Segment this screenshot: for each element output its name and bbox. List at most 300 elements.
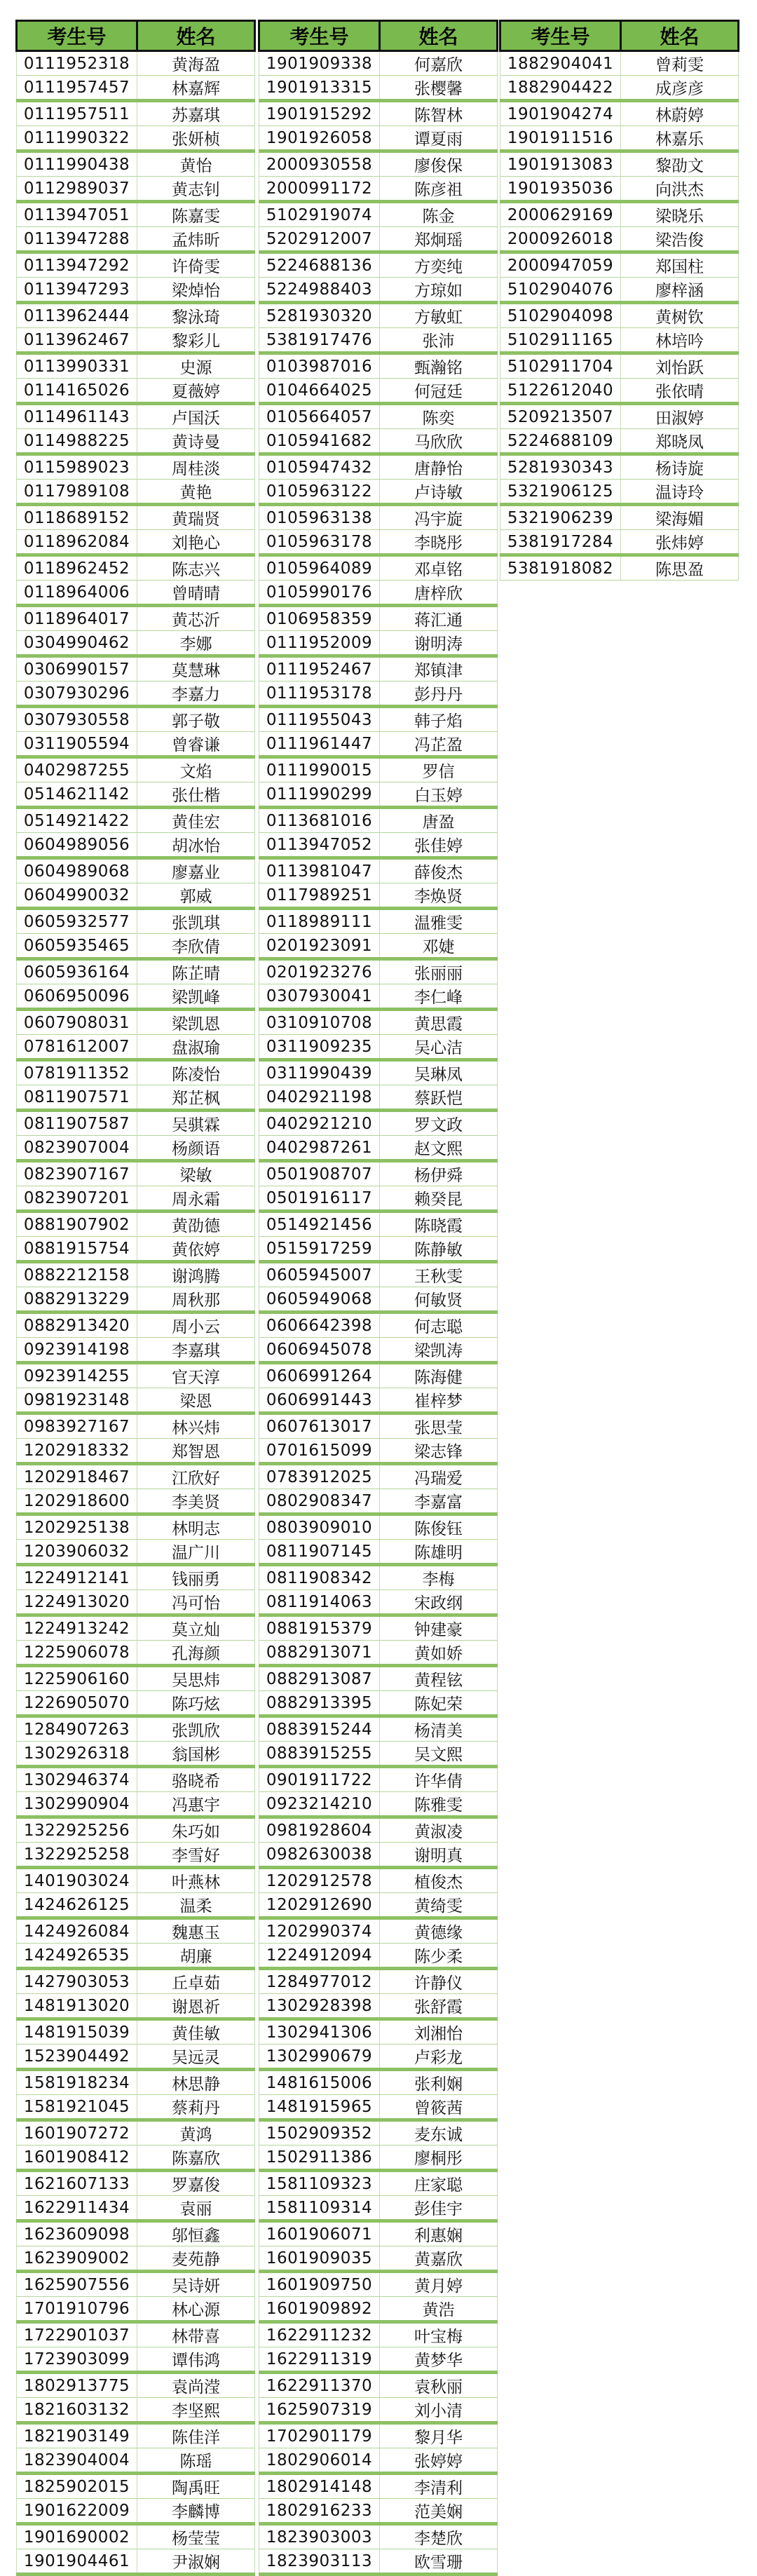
- candidate-name-cell: 李清利: [380, 2474, 498, 2499]
- table-row: [500, 51, 739, 76]
- candidate-name-cell: 白玉婷: [380, 782, 498, 808]
- table-row: [17, 1338, 255, 1363]
- candidate-name-cell: 黄如娇: [380, 1641, 498, 1666]
- candidate-id-cell: 1302926318: [17, 1742, 137, 1767]
- candidate-id-cell: 0111990438: [17, 151, 137, 177]
- candidate-name-cell: 冯惠宇: [137, 1792, 255, 1817]
- table-row: [259, 1060, 498, 1085]
- table-row: [17, 530, 255, 555]
- table-row: [500, 303, 739, 328]
- candidate-name-cell: 李仁峰: [380, 984, 498, 1010]
- table-row: [259, 1666, 498, 1691]
- candidate-name-cell: 曾筱茜: [380, 2095, 498, 2120]
- table-row: [17, 1085, 255, 1111]
- candidate-id-cell: 2000629169: [500, 202, 621, 227]
- candidate-name-cell: 盘淑瑜: [137, 1035, 255, 1060]
- candidate-name-cell: 黄瑞贤: [137, 505, 255, 530]
- table-row: [17, 1464, 255, 1489]
- table-row: [259, 303, 498, 328]
- candidate-id-cell: 0115989023: [17, 454, 137, 480]
- candidate-name-cell: 廖桐彤: [380, 2145, 498, 2171]
- candidate-id-cell: 0604989068: [17, 858, 137, 883]
- candidate-id-cell: 5102919074: [259, 202, 380, 227]
- candidate-name-cell: 成彦彦: [621, 76, 739, 101]
- candidate-name-cell: 罗文政: [380, 1111, 498, 1136]
- candidate-id-cell: 0114961143: [17, 404, 137, 429]
- candidate-name-cell: 钱丽勇: [137, 1565, 255, 1590]
- candidate-name-cell: 夏薇婷: [137, 379, 255, 404]
- table-row: [259, 1590, 498, 1615]
- header-name: 姓名: [380, 21, 498, 51]
- candidate-name-cell: 温柔: [137, 1893, 255, 1918]
- candidate-id-cell: 1823904004: [17, 2448, 137, 2474]
- table-row: [17, 883, 255, 909]
- candidate-id-cell: 0823907167: [17, 1161, 137, 1186]
- candidate-name-cell: 林兴炜: [137, 1414, 255, 1439]
- candidate-name-cell: 陈志兴: [137, 555, 255, 581]
- table-row: [17, 1565, 255, 1590]
- table-row: [17, 1136, 255, 1161]
- table-row: [259, 1817, 498, 1843]
- candidate-name-cell: 陈雄明: [380, 1540, 498, 1565]
- candidate-id-cell: 1882904422: [500, 76, 621, 101]
- candidate-name-cell: 陈彦祖: [380, 177, 498, 202]
- candidate-id-cell: 0811914063: [259, 1590, 380, 1615]
- candidate-name-cell: 陈嘉欣: [137, 2145, 255, 2171]
- table-row: [17, 1010, 255, 1035]
- table-row: [259, 757, 498, 782]
- candidate-name-cell: 梁志锋: [380, 1439, 498, 1464]
- candidate-name-cell: 官天淳: [137, 1363, 255, 1388]
- table-row: [259, 1489, 498, 1514]
- candidate-name-cell: 朱巧如: [137, 1817, 255, 1843]
- candidate-id-cell: 1284977012: [259, 1969, 380, 1994]
- header-row: [259, 21, 498, 51]
- table-row: [259, 328, 498, 353]
- candidate-id-cell: 1302990904: [17, 1792, 137, 1817]
- candidate-name-cell: 莫立灿: [137, 1615, 255, 1641]
- candidate-name-cell: 罗嘉俊: [137, 2171, 255, 2196]
- candidate-name-cell: 何敏贤: [380, 1287, 498, 1313]
- table-row: [259, 732, 498, 757]
- table-row: [259, 1716, 498, 1742]
- table-row: [259, 2474, 498, 2499]
- table-row: [500, 126, 739, 151]
- candidate-id-cell: 5102904076: [500, 278, 621, 303]
- candidate-name-cell: 张凯琪: [137, 909, 255, 934]
- candidate-id-cell: 0105963122: [259, 480, 380, 505]
- candidate-name-cell: 欧雪珊: [380, 2549, 498, 2575]
- table-row: [17, 909, 255, 934]
- table-row: [17, 505, 255, 530]
- candidate-id-cell: 0811907145: [259, 1540, 380, 1565]
- candidate-id-cell: 0607613017: [259, 1414, 380, 1439]
- candidate-name-cell: 林明志: [137, 1514, 255, 1540]
- table-row: [17, 858, 255, 883]
- candidate-id-cell: 1723903099: [17, 2347, 137, 2373]
- table-row: [259, 2221, 498, 2246]
- candidate-id-cell: 0117989251: [259, 883, 380, 909]
- candidate-name-cell: 黄树钦: [621, 303, 739, 328]
- candidate-id-cell: 0882212158: [17, 1262, 137, 1287]
- candidate-id-cell: 5102911704: [500, 353, 621, 379]
- table-row: [259, 1969, 498, 1994]
- candidate-id-cell: 0981928604: [259, 1817, 380, 1843]
- table-row: [259, 1918, 498, 1944]
- table-row: [500, 278, 739, 303]
- candidate-id-cell: 0901911722: [259, 1767, 380, 1792]
- candidate-id-cell: 1601909035: [259, 2246, 380, 2272]
- candidate-id-cell: 0105963178: [259, 530, 380, 555]
- candidate-id-cell: 1901690002: [17, 2524, 137, 2549]
- table-row: [17, 1489, 255, 1514]
- candidate-id-cell: 1625907319: [259, 2398, 380, 2423]
- table-row: [259, 51, 498, 76]
- table-row: [17, 429, 255, 454]
- table-row: [500, 151, 739, 177]
- candidate-name-cell: 利惠娴: [380, 2221, 498, 2246]
- candidate-id-cell: 1901904274: [500, 101, 621, 126]
- candidate-id-cell: 1901622009: [17, 2499, 137, 2524]
- candidate-id-cell: 0781911352: [17, 1060, 137, 1085]
- candidate-name-cell: 陈佳洋: [137, 2423, 255, 2448]
- candidate-name-cell: 麦苑静: [137, 2246, 255, 2272]
- candidate-id-cell: 0311909235: [259, 1035, 380, 1060]
- candidate-id-cell: 0111952318: [17, 51, 137, 76]
- table-row: [17, 101, 255, 126]
- candidate-name-cell: 钟建豪: [380, 1615, 498, 1641]
- table-row: [17, 353, 255, 379]
- candidate-id-cell: 0605949068: [259, 1287, 380, 1313]
- candidate-name-cell: 谢恩祈: [137, 1994, 255, 2019]
- candidate-id-cell: 0201923091: [259, 934, 380, 959]
- candidate-id-cell: 1882904041: [500, 51, 621, 76]
- candidate-id-cell: 0882913229: [17, 1287, 137, 1313]
- candidate-id-cell: 1581918234: [17, 2070, 137, 2095]
- candidate-name-cell: 温广川: [137, 1540, 255, 1565]
- candidate-id-cell: 1601908412: [17, 2145, 137, 2171]
- table-row: [259, 1313, 498, 1338]
- table-row: [259, 1010, 498, 1035]
- candidate-id-cell: 1825902015: [17, 2474, 137, 2499]
- candidate-name-cell: 陈思盈: [621, 555, 739, 581]
- candidate-id-cell: 1901904461: [17, 2549, 137, 2575]
- candidate-id-cell: 1601909750: [259, 2272, 380, 2297]
- candidate-name-cell: 郑智恩: [137, 1439, 255, 1464]
- candidate-id-cell: 0111957511: [17, 101, 137, 126]
- table-row: [17, 1212, 255, 1237]
- candidate-name-cell: 蒋汇通: [380, 606, 498, 631]
- candidate-id-cell: 0783912025: [259, 1464, 380, 1489]
- candidate-id-cell: 0105947432: [259, 454, 380, 480]
- candidate-name-cell: 范美娴: [380, 2499, 498, 2524]
- candidate-id-cell: 0701615099: [259, 1439, 380, 1464]
- table-row: [259, 1262, 498, 1287]
- candidate-name-cell: 李晓彤: [380, 530, 498, 555]
- candidate-name-cell: 温诗玲: [621, 480, 739, 505]
- candidate-id-cell: 1901915292: [259, 101, 380, 126]
- table-row: [17, 808, 255, 833]
- table-row: [17, 1590, 255, 1615]
- candidate-name-cell: 黄嘉欣: [380, 2246, 498, 2272]
- candidate-id-cell: 0515917259: [259, 1237, 380, 1262]
- candidate-name-cell: 李楚欣: [380, 2524, 498, 2549]
- table-row: [17, 934, 255, 959]
- table-row: [17, 631, 255, 656]
- table-row: [17, 480, 255, 505]
- candidate-id-cell: 1802906014: [259, 2448, 380, 2474]
- table-row: [259, 2145, 498, 2171]
- table-row: [17, 1641, 255, 1666]
- candidate-id-cell: 0501916117: [259, 1186, 380, 1212]
- table-row: [259, 808, 498, 833]
- candidate-id-cell: 0606991443: [259, 1388, 380, 1414]
- candidate-name-cell: 田淑婷: [621, 404, 739, 429]
- table-row: [17, 2221, 255, 2246]
- candidate-id-cell: 0514921422: [17, 808, 137, 833]
- table-row: [17, 959, 255, 984]
- candidate-id-cell: 0103987016: [259, 353, 380, 379]
- candidate-id-cell: 0118689152: [17, 505, 137, 530]
- candidate-id-cell: 0104664025: [259, 379, 380, 404]
- candidate-name-cell: 史源: [137, 353, 255, 379]
- candidate-id-cell: 1481913020: [17, 1994, 137, 2019]
- candidate-name-cell: 唐梓欣: [380, 581, 498, 606]
- candidate-name-cell: 陈金: [380, 202, 498, 227]
- candidate-id-cell: 1224912094: [259, 1944, 380, 1969]
- candidate-id-cell: 0307930296: [17, 682, 137, 707]
- candidate-name-cell: 冯芷盈: [380, 732, 498, 757]
- candidate-id-cell: 1701910796: [17, 2297, 137, 2322]
- table-row: [259, 555, 498, 581]
- table-row: [259, 2196, 498, 2221]
- table-row: [259, 656, 498, 682]
- candidate-id-cell: 0606950096: [17, 984, 137, 1010]
- candidate-name-cell: 刘艳心: [137, 530, 255, 555]
- table-row: [259, 2297, 498, 2322]
- candidate-id-cell: 1302941306: [259, 2019, 380, 2045]
- candidate-id-cell: 0113947293: [17, 278, 137, 303]
- candidate-id-cell: 1802916233: [259, 2499, 380, 2524]
- candidate-id-cell: 1202925138: [17, 1514, 137, 1540]
- table-row: [259, 1237, 498, 1262]
- candidate-name-cell: 黎彩儿: [137, 328, 255, 353]
- table-row: [259, 1111, 498, 1136]
- table-row: [500, 555, 739, 581]
- table-row: [259, 454, 498, 480]
- candidate-name-cell: 许华倩: [380, 1767, 498, 1792]
- candidate-id-cell: 0304990462: [17, 631, 137, 656]
- candidate-id-cell: 0306990157: [17, 656, 137, 682]
- candidate-id-cell: 5381917284: [500, 530, 621, 555]
- candidate-name-cell: 陈俊钰: [380, 1514, 498, 1540]
- candidate-name-cell: 丘卓茹: [137, 1969, 255, 1994]
- candidate-name-cell: 廖嘉业: [137, 858, 255, 883]
- candidate-name-cell: 胡冰怡: [137, 833, 255, 858]
- candidate-id-cell: 0307930558: [17, 707, 137, 732]
- candidate-id-cell: 0113947051: [17, 202, 137, 227]
- candidate-id-cell: 1224913020: [17, 1590, 137, 1615]
- candidate-name-cell: 苏嘉琪: [137, 101, 255, 126]
- candidate-id-cell: 1901913083: [500, 151, 621, 177]
- table-row: [17, 2171, 255, 2196]
- candidate-name-cell: 张丽丽: [380, 959, 498, 984]
- candidate-id-cell: 0105941682: [259, 429, 380, 454]
- table-row: [17, 1262, 255, 1287]
- table-row: [17, 682, 255, 707]
- table-row: [259, 1540, 498, 1565]
- candidate-name-cell: 陈芷晴: [137, 959, 255, 984]
- candidate-id-cell: 0882913420: [17, 1313, 137, 1338]
- header-row: [17, 21, 255, 51]
- table-row: [17, 1540, 255, 1565]
- candidate-id-cell: 1622911370: [259, 2373, 380, 2398]
- table-row: [500, 328, 739, 353]
- table-row: [17, 2448, 255, 2474]
- candidate-id-cell: 1722901037: [17, 2322, 137, 2347]
- candidate-id-cell: 0402987261: [259, 1136, 380, 1161]
- candidate-id-cell: 5321906125: [500, 480, 621, 505]
- candidate-name-cell: 吴思炜: [137, 1666, 255, 1691]
- candidate-name-cell: 郑芷枫: [137, 1085, 255, 1111]
- table-row: [259, 429, 498, 454]
- candidate-name-cell: 黄艳: [137, 480, 255, 505]
- candidate-id-cell: 0982630038: [259, 1843, 380, 1868]
- table-row: [259, 2019, 498, 2045]
- candidate-name-cell: 周秋那: [137, 1287, 255, 1313]
- candidate-name-cell: 叶燕林: [137, 1868, 255, 1893]
- candidate-id-cell: 0311990439: [259, 1060, 380, 1085]
- table-row: [259, 707, 498, 732]
- candidate-id-cell: 1226905070: [17, 1691, 137, 1716]
- candidate-name-cell: 温雅雯: [380, 909, 498, 934]
- candidate-id-cell: 1581109323: [259, 2171, 380, 2196]
- table-row: [500, 252, 739, 278]
- table-row: [259, 606, 498, 631]
- candidate-id-cell: 0118962452: [17, 555, 137, 581]
- candidate-name-cell: 卢彩龙: [380, 2045, 498, 2070]
- table-row: [259, 909, 498, 934]
- candidate-id-cell: 5122612040: [500, 379, 621, 404]
- candidate-id-cell: 0114165026: [17, 379, 137, 404]
- candidate-name-cell: 张思莹: [380, 1414, 498, 1439]
- candidate-name-cell: 杨伊舜: [380, 1161, 498, 1186]
- candidate-name-cell: 黄绮雯: [380, 1893, 498, 1918]
- candidate-name-cell: 黄程铉: [380, 1666, 498, 1691]
- candidate-name-cell: 张利娴: [380, 2070, 498, 2095]
- table-row: [259, 202, 498, 227]
- table-row: [17, 1868, 255, 1893]
- table-row: [17, 1666, 255, 1691]
- candidate-name-cell: 何嘉欣: [380, 51, 498, 76]
- candidate-id-cell: 1901913315: [259, 76, 380, 101]
- candidate-name-cell: 陈巧炫: [137, 1691, 255, 1716]
- candidate-name-cell: 张妍桢: [137, 126, 255, 151]
- table-row: [17, 606, 255, 631]
- candidate-id-cell: 1901911516: [500, 126, 621, 151]
- candidate-id-cell: 0113947052: [259, 833, 380, 858]
- candidate-id-cell: 0501908707: [259, 1161, 380, 1186]
- candidate-name-cell: 陈晓霞: [380, 1212, 498, 1237]
- candidate-name-cell: 李嘉力: [137, 682, 255, 707]
- table-row: [259, 1994, 498, 2019]
- table-row: [17, 707, 255, 732]
- candidate-name-cell: 宋政纲: [380, 1590, 498, 1615]
- candidate-name-cell: 孟炜昕: [137, 227, 255, 252]
- table-row: [259, 379, 498, 404]
- candidate-name-cell: 刘小清: [380, 2398, 498, 2423]
- table-row: [17, 1287, 255, 1313]
- candidate-id-cell: 0113962467: [17, 328, 137, 353]
- candidate-id-cell: 1623909002: [17, 2246, 137, 2272]
- score-table-3: [499, 20, 739, 581]
- candidate-id-cell: 0113990331: [17, 353, 137, 379]
- candidate-id-cell: 0112989037: [17, 177, 137, 202]
- table-row: [17, 2272, 255, 2297]
- table-row: [259, 631, 498, 656]
- candidate-id-cell: 1901935036: [500, 177, 621, 202]
- candidate-id-cell: 1802913775: [17, 2373, 137, 2398]
- candidate-id-cell: 0605932577: [17, 909, 137, 934]
- candidate-id-cell: 0605935465: [17, 934, 137, 959]
- candidate-id-cell: 2000947059: [500, 252, 621, 278]
- candidate-id-cell: 1623609098: [17, 2221, 137, 2246]
- candidate-name-cell: 黎泳琦: [137, 303, 255, 328]
- table-row: [259, 2171, 498, 2196]
- candidate-id-cell: 0983927167: [17, 1414, 137, 1439]
- candidate-name-cell: 莫慧琳: [137, 656, 255, 682]
- candidate-name-cell: 尹淑娴: [137, 2549, 255, 2575]
- table-row: [17, 1439, 255, 1464]
- candidate-id-cell: 5224688136: [259, 252, 380, 278]
- candidate-name-cell: 邓婕: [380, 934, 498, 959]
- candidate-id-cell: 1322925256: [17, 1817, 137, 1843]
- table-row: [500, 404, 739, 429]
- candidate-name-cell: 黄志钊: [137, 177, 255, 202]
- candidate-name-cell: 何志聪: [380, 1313, 498, 1338]
- candidate-name-cell: 骆晓希: [137, 1767, 255, 1792]
- candidate-id-cell: 1823903003: [259, 2524, 380, 2549]
- candidate-name-cell: 梁浩俊: [621, 227, 739, 252]
- candidate-id-cell: 2000926018: [500, 227, 621, 252]
- candidate-id-cell: 0105990176: [259, 581, 380, 606]
- candidate-id-cell: 5209213507: [500, 404, 621, 429]
- candidate-name-cell: 叶宝梅: [380, 2322, 498, 2347]
- candidate-id-cell: 1284907263: [17, 1716, 137, 1742]
- table-row: [17, 454, 255, 480]
- candidate-name-cell: 许倚雯: [137, 252, 255, 278]
- table-row: [17, 833, 255, 858]
- table-row: [259, 682, 498, 707]
- candidate-id-cell: 2000930558: [259, 151, 380, 177]
- table-row: [259, 227, 498, 252]
- candidate-name-cell: 刘湘怡: [380, 2019, 498, 2045]
- candidate-name-cell: 林嘉乐: [621, 126, 739, 151]
- table-row: [259, 1136, 498, 1161]
- candidate-name-cell: 薛俊杰: [380, 858, 498, 883]
- table-row: [17, 177, 255, 202]
- candidate-name-cell: 吴心洁: [380, 1035, 498, 1060]
- table-row: [17, 2297, 255, 2322]
- table-row: [259, 1363, 498, 1388]
- candidate-id-cell: 0307930041: [259, 984, 380, 1010]
- candidate-name-cell: 胡廉: [137, 1944, 255, 1969]
- candidate-name-cell: 邓卓铭: [380, 555, 498, 581]
- candidate-name-cell: 梁海媚: [621, 505, 739, 530]
- table-row: [500, 227, 739, 252]
- candidate-id-cell: 1481615006: [259, 2070, 380, 2095]
- candidate-id-cell: 0923914198: [17, 1338, 137, 1363]
